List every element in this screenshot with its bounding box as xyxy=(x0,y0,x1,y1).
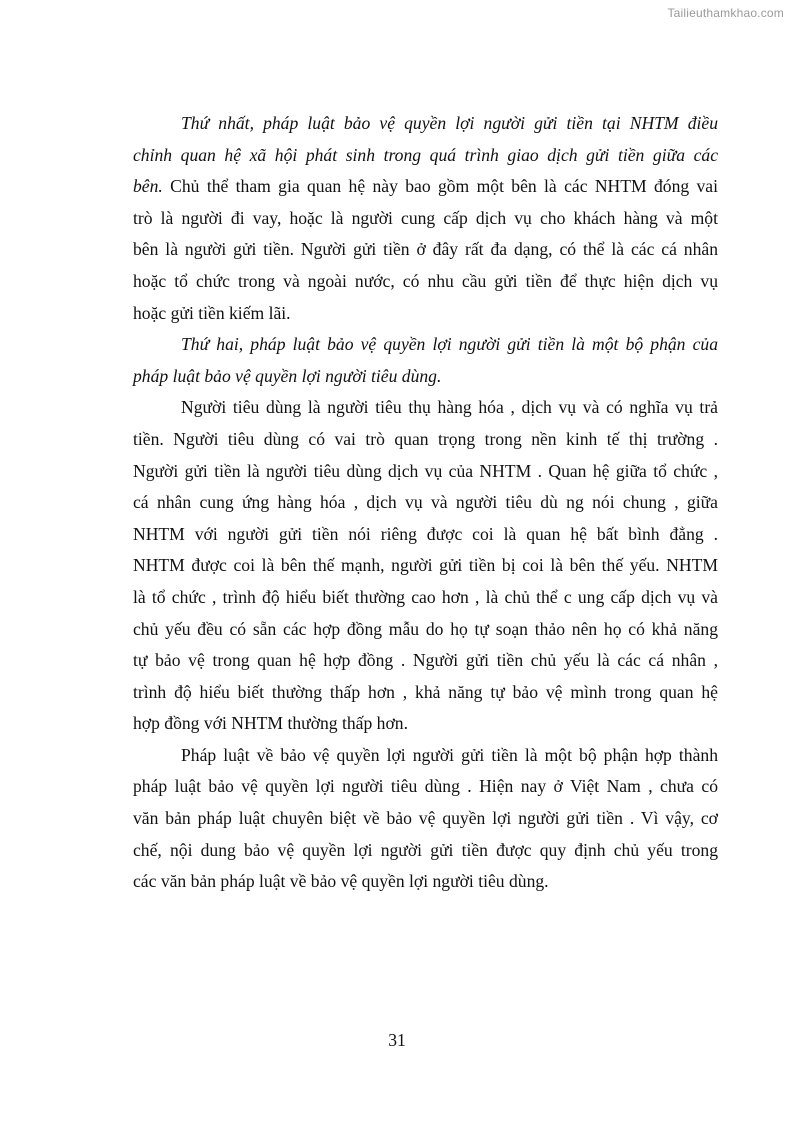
text-line xyxy=(133,266,718,298)
paragraph xyxy=(133,392,718,740)
italic-text: pháp luật bảo vệ quyền lợi người tiêu dùng. xyxy=(133,365,442,386)
text-line xyxy=(133,771,718,803)
text-line xyxy=(133,582,718,614)
paragraph xyxy=(133,740,718,898)
body-text xyxy=(133,108,718,898)
text-segment: Người gửi tiền là người tiêu dùng dịch vụ của NHTM . Quan hệ giữa tổ chức , xyxy=(133,460,718,481)
text-segment: trình độ hiểu biết thường thấp hơn , khả năng tự bảo vệ mình trong quan hệ xyxy=(133,681,718,702)
text-line xyxy=(133,108,718,140)
text-line xyxy=(133,203,718,235)
text-segment: cá nhân cung ứng hàng hóa , dịch vụ và người tiêu dù ng nói chung , giữa xyxy=(133,492,718,513)
text-segment: NHTM được coi là bên thế mạnh, người gửi tiền bị coi là bên thế yếu. NHTM xyxy=(133,555,718,576)
text-segment: Pháp luật về bảo vệ quyền lợi người gửi tiền là một bộ phận hợp thành xyxy=(181,744,718,765)
italic-text: chỉnh quan hệ xã hội phát sinh trong quá trình giao dịch gửi tiền giữa các xyxy=(133,144,718,165)
text-line xyxy=(133,234,718,266)
text-segment: tự bảo vệ trong quan hệ hợp đồng . Người gửi tiền chủ yếu là các cá nhân , xyxy=(133,650,718,671)
text-segment: trò là người đi vay, hoặc là người cung cấp dịch vụ cho khách hàng và một xyxy=(133,207,718,228)
text-line xyxy=(133,740,718,772)
text-line xyxy=(133,677,718,709)
text-line xyxy=(133,329,718,361)
text-segment: pháp luật bảo vệ quyền lợi người tiêu dùng . Hiện nay ở Việt Nam , chưa có xyxy=(133,776,718,797)
text-segment: là tổ chức , trình độ hiểu biết thường cao hơn , là chủ thể c ung cấp dịch vụ và xyxy=(133,586,718,607)
paragraph xyxy=(133,108,718,329)
text-segment: tiền. Người tiêu dùng có vai trò quan trọng trong nền kinh tế thị trường . xyxy=(133,428,718,449)
page-number: 31 xyxy=(388,1030,406,1050)
text-line xyxy=(133,614,718,646)
paragraph xyxy=(133,329,718,392)
text-segment: Người tiêu dùng là người tiêu thụ hàng hóa , dịch vụ và có nghĩa vụ trả xyxy=(181,397,718,418)
text-line xyxy=(133,487,718,519)
text-line xyxy=(133,550,718,582)
italic-text: Thứ nhất, pháp luật bảo vệ quyền lợi người gửi tiền tại NHTM điều xyxy=(181,113,718,133)
text-line xyxy=(133,708,718,740)
text-segment: chế, nội dung bảo vệ quyền lợi người gửi tiền được quy định chủ yếu trong xyxy=(133,839,718,860)
text-line xyxy=(133,361,718,393)
text-line xyxy=(133,424,718,456)
text-line xyxy=(133,866,718,898)
text-line xyxy=(133,392,718,424)
text-segment: NHTM với người gửi tiền nói riêng được coi là quan hệ bất bình đẳng . xyxy=(133,523,718,544)
text-segment: hợp đồng với NHTM thường thấp hơn. xyxy=(133,713,408,734)
text-segment: các văn bản pháp luật về bảo vệ quyền lợi người tiêu dùng. xyxy=(133,871,549,892)
text-line xyxy=(133,298,718,330)
text-line xyxy=(133,835,718,867)
text-line xyxy=(133,803,718,835)
text-line xyxy=(133,171,718,203)
text-segment: hoặc tổ chức trong và ngoài nước, có nhu cầu gửi tiền để thực hiện dịch vụ xyxy=(133,270,718,291)
text-segment: văn bản pháp luật chuyên biệt về bảo vệ quyền lợi người gửi tiền . Vì vậy, cơ xyxy=(133,808,718,829)
text-line xyxy=(133,140,718,172)
text-segment: Chủ thể tham gia quan hệ này bao gồm một bên là các NHTM đóng vai xyxy=(162,176,718,197)
text-line xyxy=(133,519,718,551)
text-segment: chủ yếu đều có sẵn các hợp đồng mẫu do họ tự soạn thảo nên họ có khả năng xyxy=(133,618,718,639)
italic-text: bên. xyxy=(133,176,163,197)
watermark: Tailieuthamkhao.com xyxy=(667,6,784,20)
text-line xyxy=(133,645,718,677)
text-segment: hoặc gửi tiền kiếm lãi. xyxy=(133,302,291,323)
text-segment: bên là người gửi tiền. Người gửi tiền ở đây rất đa dạng, có thể là các cá nhân xyxy=(133,239,718,260)
text-line xyxy=(133,456,718,488)
italic-text: Thứ hai, pháp luật bảo vệ quyền lợi người gửi tiền là một bộ phận của xyxy=(181,334,718,355)
